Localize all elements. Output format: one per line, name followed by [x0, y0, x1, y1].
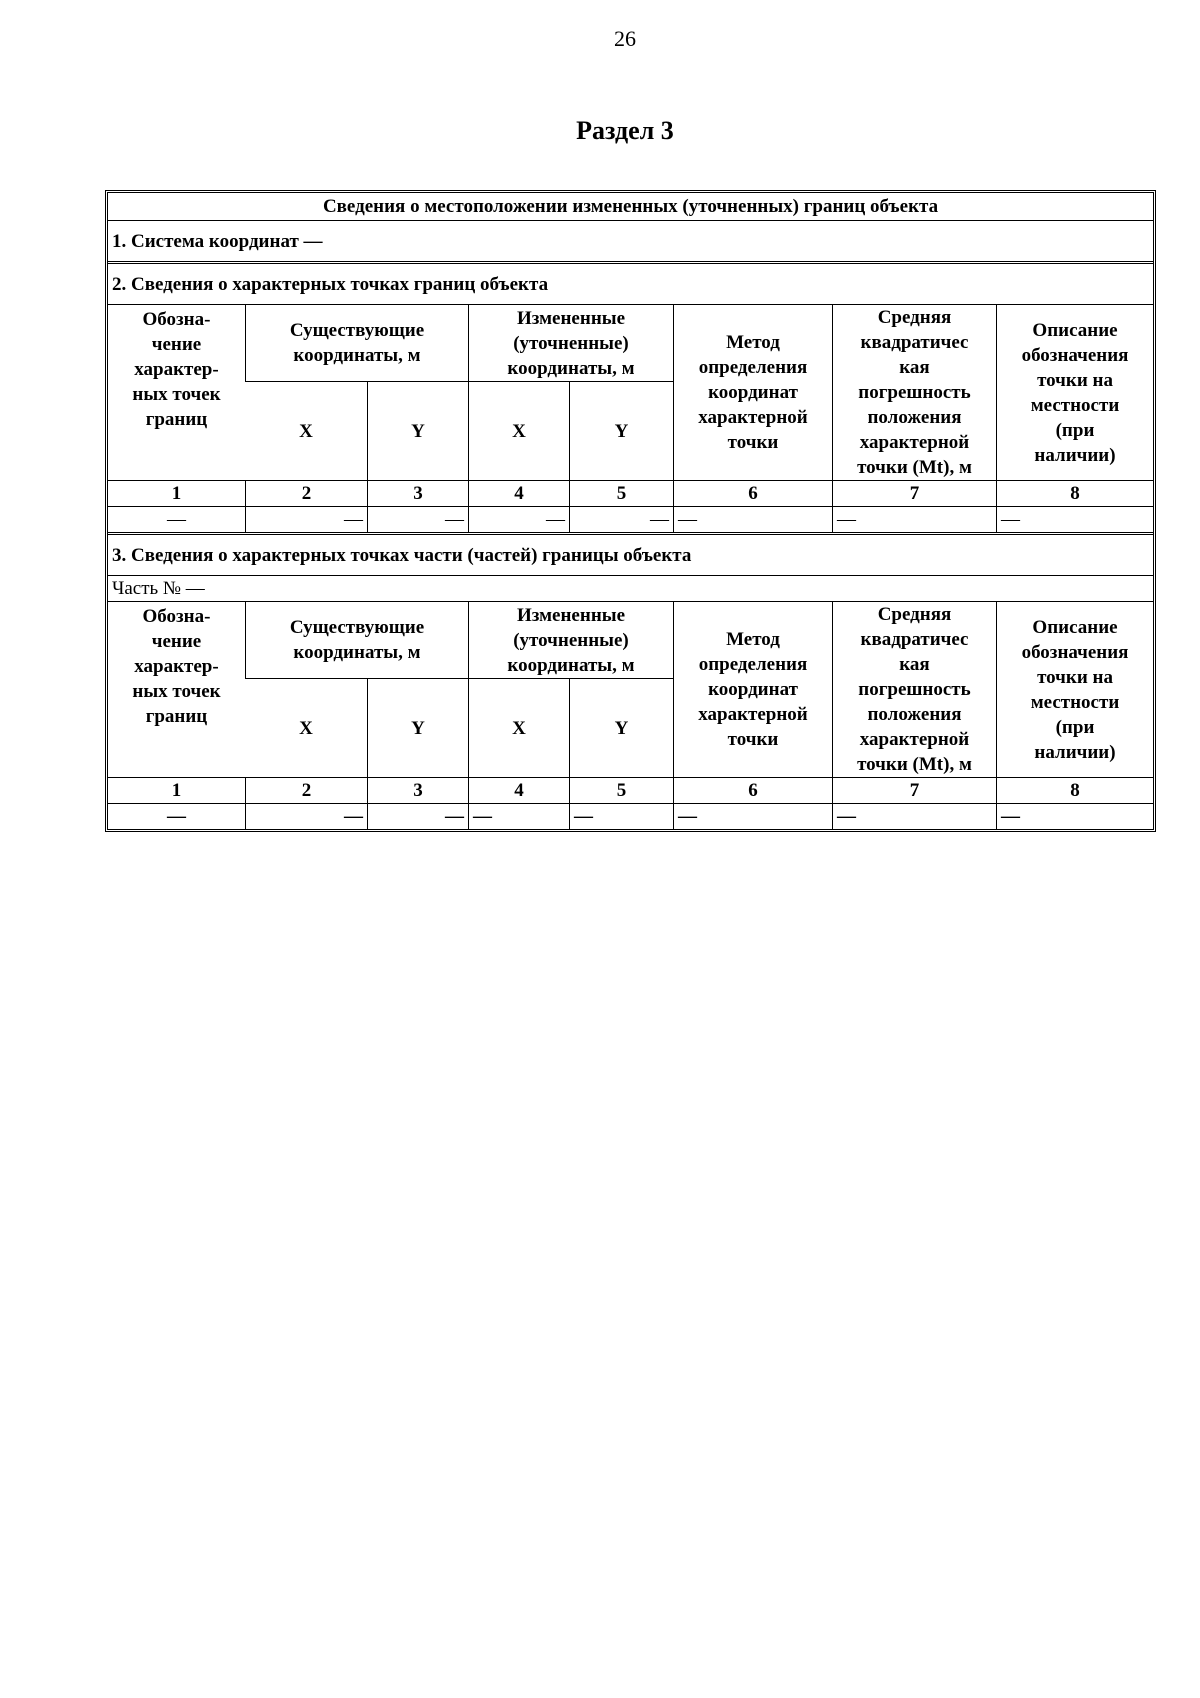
column-number: 5: [569, 777, 673, 803]
table-cell: —: [569, 506, 673, 532]
header-existing-coords: Существующие координаты, м: [245, 601, 468, 678]
column-number: 7: [832, 480, 996, 506]
table-cell: —: [245, 506, 367, 532]
column-number: 6: [673, 480, 832, 506]
page-number: 26: [614, 26, 636, 51]
column-number: 6: [673, 777, 832, 803]
table-cell: —: [673, 803, 832, 829]
header-existing-y: Y: [367, 678, 468, 777]
section-title: Раздел 3: [576, 116, 674, 145]
column-number: 1: [108, 777, 245, 803]
header-description: Описание обозначения точки на местности (при наличии): [996, 601, 1153, 777]
table-cell: —: [245, 803, 367, 829]
coord-system-row: 1. Система координат —: [108, 220, 1153, 261]
header-existing-x: X: [245, 381, 367, 480]
table-cell: —: [673, 506, 832, 532]
boundary-table: [105, 190, 1156, 832]
header-changed-coords: Измененные (уточненные) координаты, м: [468, 304, 673, 381]
header-existing-y: Y: [367, 381, 468, 480]
table-cell: —: [108, 803, 245, 829]
header-error: Средняя квадратичес кая погрешность положения характерной точки (Mt), м: [832, 601, 996, 777]
part-label: Часть № —: [108, 575, 1153, 601]
table-cell: —: [832, 803, 996, 829]
boundary-table-wrapper: [105, 190, 1150, 832]
header-description: Описание обозначения точки на местности (при наличии): [996, 304, 1153, 480]
header-changed-y: Y: [569, 678, 673, 777]
table-cell: —: [996, 803, 1153, 829]
column-number: 3: [367, 777, 468, 803]
column-number: 3: [367, 480, 468, 506]
points-heading: 2. Сведения о характерных точках границ объекта: [108, 261, 1153, 304]
header-changed-y: Y: [569, 381, 673, 480]
table-cell: —: [832, 506, 996, 532]
table-title: Сведения о местоположении измененных (уточненных) границ объекта: [322, 196, 939, 217]
column-number: 4: [468, 777, 569, 803]
header-error: Средняя квадратичес кая погрешность положения характерной точки (Mt), м: [832, 304, 996, 480]
header-method: Метод определения координат характерной точки: [673, 304, 832, 480]
table-cell: —: [367, 803, 468, 829]
header-existing-x: X: [245, 678, 367, 777]
column-number: 2: [245, 777, 367, 803]
column-number: 7: [832, 777, 996, 803]
column-number: 8: [996, 480, 1153, 506]
header-changed-x: X: [468, 381, 569, 480]
header-designation: Обозна- чение характер- ных точек границ: [108, 304, 245, 480]
header-changed-x: X: [468, 678, 569, 777]
column-number: 4: [468, 480, 569, 506]
column-number: 8: [996, 777, 1153, 803]
column-number: 5: [569, 480, 673, 506]
header-changed-coords: Измененные (уточненные) координаты, м: [468, 601, 673, 678]
header-existing-coords: Существующие координаты, м: [245, 304, 468, 381]
table-cell: —: [108, 506, 245, 532]
column-number: 1: [108, 480, 245, 506]
table-cell: —: [367, 506, 468, 532]
table-cell: —: [569, 803, 673, 829]
parts-heading: 3. Сведения о характерных точках части (частей) границы объекта: [108, 532, 1153, 575]
table-cell: —: [468, 803, 569, 829]
header-method: Метод определения координат характерной точки: [673, 601, 832, 777]
table-cell: —: [468, 506, 569, 532]
column-number: 2: [245, 480, 367, 506]
header-designation: Обозна- чение характер- ных точек границ: [108, 601, 245, 777]
table-cell: —: [996, 506, 1153, 532]
